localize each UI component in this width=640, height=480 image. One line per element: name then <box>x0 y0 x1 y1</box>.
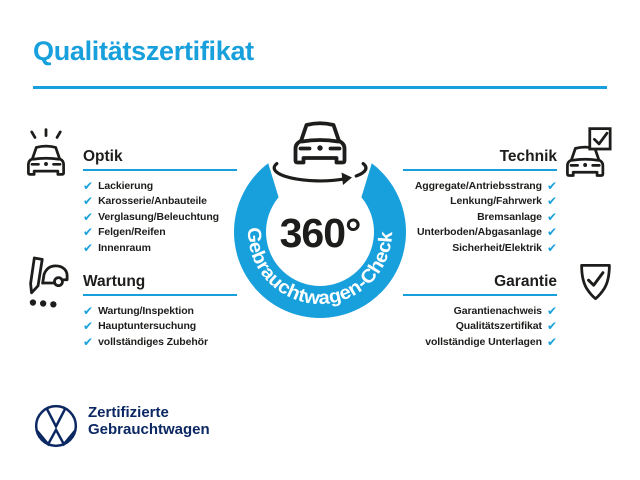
checklist <box>83 178 237 256</box>
check-icon: ✔ <box>546 225 557 240</box>
brand-line-1: Zertifizierte <box>88 404 169 421</box>
check-icon: ✔ <box>546 209 557 224</box>
page-title: Qualitätszertifikat <box>33 36 254 66</box>
checklist <box>83 303 237 350</box>
check-icon: ✔ <box>546 178 557 193</box>
section-divider <box>83 294 237 296</box>
title-divider <box>33 86 607 89</box>
checklist-item <box>83 178 237 194</box>
check-icon: ✔ <box>83 225 94 240</box>
checklist-item <box>403 334 557 350</box>
section-title: Optik <box>83 148 123 165</box>
car-rotate-icon <box>274 123 366 185</box>
checklist-item-label: vollständiges Zubehör <box>98 335 208 348</box>
brand-wordmark <box>88 404 210 438</box>
car-shine-icon <box>23 128 69 181</box>
section-optik <box>83 147 237 256</box>
checklist-item <box>403 303 557 319</box>
checklist-item-label: Innenraum <box>98 241 151 254</box>
check-icon: ✔ <box>546 240 557 255</box>
vw-logo <box>33 403 79 449</box>
section-divider <box>83 169 237 171</box>
check-icon: ✔ <box>546 334 557 349</box>
checklist-item <box>403 209 557 225</box>
brand-line-2: Gebrauchtwagen <box>88 421 210 438</box>
check-icon: ✔ <box>546 319 557 334</box>
checklist-item-label: vollständige Unterlagen <box>425 335 542 348</box>
checklist-item-label: Qualitätszertifikat <box>455 320 542 333</box>
section-wartung <box>83 272 237 350</box>
checklist <box>403 178 557 256</box>
checklist-item-label: Lackierung <box>98 179 154 192</box>
check-icon: ✔ <box>83 319 94 334</box>
checklist-item-label: Bremsanlage <box>477 210 542 223</box>
checklist-item-label: Aggregate/Antriebsstrang <box>414 179 542 192</box>
check-icon: ✔ <box>83 303 94 318</box>
checklist-item <box>83 225 237 241</box>
check-icon: ✔ <box>83 334 94 349</box>
check-icon: ✔ <box>83 209 94 224</box>
checklist-item-label: Sicherheit/Elektrik <box>452 241 542 254</box>
checklist-item <box>83 334 237 350</box>
checklist-item <box>83 194 237 210</box>
ring-curved-label: Gebrauchtwagen-Check <box>242 226 398 310</box>
section-title: Wartung <box>83 273 146 290</box>
checklist-item <box>403 225 557 241</box>
checklist-item <box>83 240 237 256</box>
pencil-car-icon <box>19 255 71 312</box>
checklist-item-label: Lenkung/Fahrwerk <box>450 195 542 208</box>
checklist-item <box>83 319 237 335</box>
degree-label: 360° <box>279 210 361 256</box>
checklist-item-label: Karosserie/Anbauteile <box>98 195 207 208</box>
checklist-item <box>403 319 557 335</box>
section-divider <box>403 294 557 296</box>
checklist-item <box>403 194 557 210</box>
checklist-item <box>403 240 557 256</box>
check-icon: ✔ <box>83 240 94 255</box>
checklist-item-label: Hauptuntersuchung <box>98 320 197 333</box>
section-technik <box>403 147 557 256</box>
checklist-item-label: Unterboden/Abgasanlage <box>416 226 542 239</box>
checklist-item-label: Felgen/Reifen <box>98 226 166 239</box>
section-title: Garantie <box>494 273 557 290</box>
checklist-item <box>403 178 557 194</box>
car-checkbox-icon <box>562 127 612 184</box>
checklist-item-label: Wartung/Inspektion <box>98 304 194 317</box>
section-garantie <box>403 272 557 350</box>
section-title: Technik <box>499 148 557 165</box>
checklist <box>403 303 557 350</box>
360-check-badge <box>220 100 420 335</box>
checklist-item-label: Garantienachweis <box>453 304 542 317</box>
checklist-item-label: Verglasung/Beleuchtung <box>98 210 219 223</box>
shield-check-icon <box>577 259 614 305</box>
check-icon: ✔ <box>546 194 557 209</box>
check-icon: ✔ <box>83 194 94 209</box>
section-divider <box>403 169 557 171</box>
check-icon: ✔ <box>546 303 557 318</box>
checklist-item <box>83 303 237 319</box>
checklist-item <box>83 209 237 225</box>
check-icon: ✔ <box>83 178 94 193</box>
